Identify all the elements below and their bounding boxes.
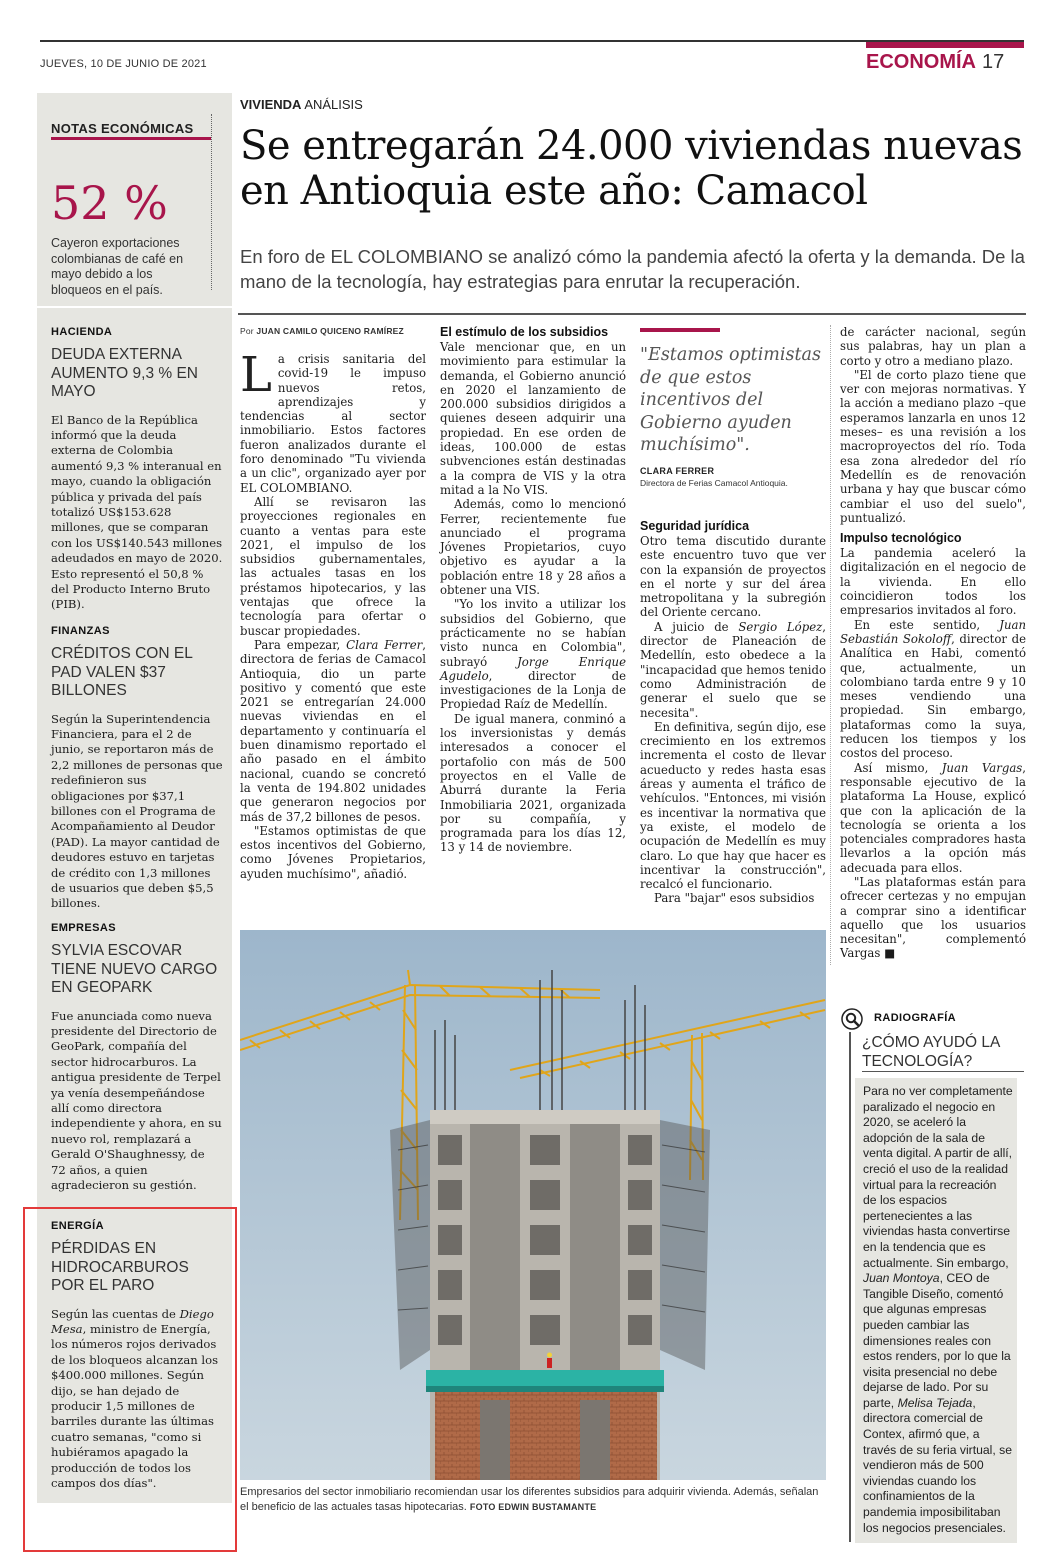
radiografia-headline-rule xyxy=(862,1071,1024,1072)
radiografia-body xyxy=(863,1084,1013,1536)
photo-credit: FOTO EDWIN BUSTAMANTE xyxy=(469,1501,597,1512)
note-headline: DEUDA EXTERNA AUMENTO 9,3 % EN MAYO xyxy=(51,346,199,400)
paragraph xyxy=(240,638,426,824)
note-kicker: FINANZAS xyxy=(51,625,110,637)
note-body: El Banco de la República informó que la deuda externa de Colombia aumentó 9,3 % interanual en mayo, cuando la obligación pública y privada del país totalizó US$153.628 millones, que se comparan con los US$140.543 millones adeudados en mayo de 2020. Esto representó el 50,8 % del Producto Interno Bruto (PIB). xyxy=(51,412,223,612)
person-name: Clara Ferrer xyxy=(346,637,423,652)
paragraph-text: Así mismo, xyxy=(854,760,942,775)
note-kicker: ENERGÍA xyxy=(51,1220,104,1232)
note-empresas xyxy=(51,922,223,1193)
paragraph-text: , director de Planeación de Medellín, esto obedece a la "incapacidad que hemos tenido como Administración de generar el suelo que se necesita". xyxy=(640,619,826,720)
pull-quote-text: "Estamos optimistas de que estos incentivos del Gobierno ayuden muchísimo". xyxy=(640,345,821,455)
paragraph: Otro tema discutido durante este encuentro tuvo que ver con la expansión de proyectos en el norte y sur del área metropolitana y la subregión del Oriente cercano. xyxy=(640,534,826,620)
pull-quote-name: CLARA FERRER xyxy=(640,466,715,476)
section-header xyxy=(866,51,1004,74)
paragraph-text: , responsable ejecutivo de la plataforma La House, explicó que con la aplicación de la tecnología se orienta a los potenciales compradores hasta llevarlos a la opción más adecuada para ellos. xyxy=(840,760,1026,875)
byline xyxy=(240,326,404,336)
note-finanzas xyxy=(51,625,223,912)
radiografia-text: , directora comercial de Contex, afirmó que, a través de su feria virtual, se vendieron más de 500 viviendas cuando los confinamientos de la pandemia imposibilitaban los negocios presenciales. xyxy=(863,1395,1013,1535)
pull-quote-bar xyxy=(640,328,720,332)
paragraph-text: Para empezar, xyxy=(254,637,347,652)
pull-quote-role: Directora de Ferias Camacol Antioquia. xyxy=(640,478,788,488)
article-rule xyxy=(238,313,1026,315)
paragraph: La pandemia aceleró la digitalización en el negocio de la vivienda. En ello coincidieron todos los empresarios invitados al foro. xyxy=(840,546,1026,618)
magnifier-icon xyxy=(841,1008,863,1030)
note-kicker: EMPRESAS xyxy=(51,922,116,934)
person-name: Juan Montoya xyxy=(863,1271,940,1286)
section-heading: Impulso tecnológico xyxy=(840,531,962,546)
section-accent-bar xyxy=(866,42,1024,48)
construction-site-illustration xyxy=(240,930,826,1480)
radiografia-text: , CEO de Tangible Diseño, comentó que algunas empresas pueden cambiar las dimensiones reales con estos renders, por lo que la visita presencial no debe dejarse de lado. Por su parte, xyxy=(863,1271,1011,1410)
radiografia-headline: ¿CÓMO AYUDÓ LA TECNOLOGÍA? xyxy=(862,1034,1000,1070)
person-name: Juan Sebastián Sokoloff xyxy=(840,617,1026,646)
paragraph: Allí se revisaron las proyecciones regionales en cuanto a ventas para este 2021, el impulso de los subsidios gubernamentales, las actuales tasas en los préstamos hipotecarios, y las ventajas que ofrece la tecnología para ofertar o buscar propiedades. xyxy=(240,494,426,638)
paragraph-text: "Yo los invito a utilizar los subsidios del Gobierno, que prácticamente no se habían visto nunca en Colombia", subrayó xyxy=(440,597,626,669)
paragraph-text: , director de investigaciones de la Lonja de Propiedad Raíz de Medellín. xyxy=(440,668,626,712)
paragraph: Además, como lo mencionó Ferrer, recientemente fue anunciado el programa Jóvenes Propietarios, cuyo objetivo es ayudar a la población entre 18 y 28 años a obtener una VIS. xyxy=(440,497,626,598)
paragraph: En definitiva, según dijo, ese crecimiento en los extremos incrementa el costo de llevar acueducto y redes hasta esas áreas y aumenta el tráfico de vehículos. "Entonces, mi visión es incentivar la normativa que ya existe, el modelo de ocupación de Medellín es muy claro. Lo que hay que hacer es incentivar la construcción", recalcó el funcionario. xyxy=(640,719,826,892)
sidebar-title: NOTAS ECONÓMICAS xyxy=(51,121,194,136)
stat-description: Cayeron exportaciones colombianas de café en mayo debido a los bloqueos en el país. xyxy=(51,236,184,297)
note-body-text: , ministro de Energía, los números rojos derivados de los bloqueos alcanzan los $400.000 millones. Según dijo, se han dejado de producir 1,5 millones de barriles durante las últimas cuatro semanas, "como si hubiéramos apagado la producción de todos los campos dos días". xyxy=(51,1321,219,1490)
note-headline: SYLVIA ESCOVAR TIENE NUEVO CARGO EN GEOPARK xyxy=(51,942,218,996)
sidebar-title-bar xyxy=(51,137,211,140)
drop-cap: L xyxy=(240,347,272,403)
paragraph-text: , director de Analítica en Habi, comentó que, actualmente, un colombiano tarda entre 9 y 10 meses vendiendo una propiedad. Sin embargo, plataformas como la suya, reducen los tiempos y los costos del proceso. xyxy=(840,631,1026,761)
article-headline: Se entregarán 24.000 viviendas nuevas en Antioquia este año: Camacol xyxy=(240,123,1023,214)
paragraph xyxy=(440,597,626,711)
kicker-type: ANÁLISIS xyxy=(304,97,363,112)
paragraph xyxy=(240,347,426,495)
byline-author: JUAN CAMILO QUICENO RAMÍREZ xyxy=(256,326,404,336)
radiografia-rule xyxy=(849,1032,851,1542)
page-number: 17 xyxy=(982,51,1005,73)
paragraph: "Estamos optimistas de que estos incentivos del Gobierno, como Jóvenes Propietarios, ayuden muchísimo", añadió. xyxy=(240,823,426,881)
column-dotted-rule xyxy=(830,325,831,965)
highlight-box xyxy=(23,1207,237,1552)
note-body: Según la Superintendencia Financiera, para el 2 de junio, se reportaron más de 2,2 millones de personas que redefinieron sus obligaciones por $37,1 billones con el Programa de Acompañamiento al Deudor (PAD). La mayor cantidad de deudores estuvo en tarjetas de crédito con 1,3 millones de usuarios que deben $5,5 billones. xyxy=(51,711,223,911)
sidebar-divider xyxy=(37,306,232,308)
photo-caption xyxy=(240,1485,830,1514)
article-column-4 xyxy=(840,325,1026,961)
paragraph xyxy=(840,761,1026,875)
note-headline: PÉRDIDAS EN HIDROCARBUROS POR EL PARO xyxy=(51,1240,189,1294)
person-name: Juan Vargas xyxy=(941,760,1023,775)
note-body-text: Según las cuentas de xyxy=(51,1306,180,1321)
section-heading: Seguridad jurídica xyxy=(640,519,750,533)
person-name: Melisa Tejada xyxy=(897,1395,973,1410)
paragraph: de carácter nacional, según sus palabras, hay un plan a corto y otro a mediano plazo. xyxy=(840,325,1026,368)
byline-prefix: Por xyxy=(240,326,254,336)
article-kicker xyxy=(240,97,363,112)
stat-value: 52 % xyxy=(51,176,168,230)
paragraph: De igual manera, conminó a los inversionistas y demás interesados a conocer el portafolio con más de 500 proyectos en el Valle de Aburrá durante la Feria Inmobiliaria 2021, organizada por su compañía, y programada para los días 12, 13 y 14 de noviembre. xyxy=(440,711,626,855)
paragraph xyxy=(840,618,1026,761)
issue-date: JUEVES, 10 DE JUNIO DE 2021 xyxy=(40,58,207,70)
paragraph: "El de corto plazo tiene que ver con mejoras normativas. Y la acción a mediano plazo –que esperamos lanzarla en unos 12 meses– es una revisión a los macroproyectos del río. Toda esa zona alrededor del río Medellín es de renovación urbana y hay que buscar cómo cambiar el uso del suelo", puntualizó. xyxy=(840,367,1026,525)
article-column-3 xyxy=(640,519,826,906)
caption-text: Empresarios del sector inmobiliario recomiendan usar los diferentes subsidios para adquirir vivienda. Además, señalan el beneficio de las actuales tasas hipotecarias. xyxy=(240,1486,819,1513)
note-body: Fue anunciada como nueva presidente del Directorio de GeoPark, compañía del sector hidrocarburos. La antigua presidente de Terpel ya venía desempeñándose allí como directora independiente y ahora, en su nuevo rol, remplazará a Gerald O'Shaughnessy, de 72 años, a quien agradecieron su gestión. xyxy=(51,1008,222,1192)
paragraph-text: a crisis sanitaria del covid-19 le impuso nuevos retos, aprendizajes y tendencias al sector inmobiliario. Estos factores fueron analizados durante el foro denominado "Tu vivienda a un clic", organizado ayer por EL COLOMBIANO. xyxy=(240,352,426,495)
note-body-person: Diego Mesa xyxy=(51,1306,214,1336)
note-headline: CRÉDITOS CON EL PAD VALEN $37 BILLONES xyxy=(51,645,193,699)
section-heading: El estímulo de los subsidios xyxy=(440,325,609,339)
person-name: Sergio López xyxy=(738,619,823,634)
paragraph xyxy=(640,620,826,720)
paragraph: Vale mencionar que, en un movimiento para estimular la demanda, el Gobierno anunció en 2020 el lanzamiento de 200.000 subsidios dirigidos a quienes deseen adquirir una propiedad. En ese orden de ideas, 100.000 de estas subvenciones están destinadas a la compra de VIS y la otra mitad a la No VIS. xyxy=(440,340,626,497)
kicker-topic: VIVIENDA xyxy=(240,97,302,112)
article-column-1 xyxy=(240,347,426,881)
paragraph: "Las plataformas están para ofrecer certezas y no empujan a comprar sino a identificar aquello que los usuarios necesitan", complementó Vargas ■ xyxy=(840,874,1026,961)
section-name: ECONOMÍA xyxy=(866,51,976,73)
note-hacienda xyxy=(51,326,223,613)
person-name: Jorge Enrique Agudelo xyxy=(440,654,626,683)
article-column-2 xyxy=(440,325,626,855)
paragraph-text: , directora de ferias de Camacol Antioquia, dio un parte positivo y comentó que este 2021 se entregarían 24.000 nuevas viviendas en el departamento y continuaría el buen dinamismo reportado el año pasado en el ámbito nacional, cuando se concretó la venta de 194.802 unidades que generaron negocios por más de 37,2 billones de pesos. xyxy=(240,637,426,824)
radiografia-text: Para no ver completamente paralizado el negocio en 2020, se aceleró la adopción de la sala de venta digital. A partir de allí, creció el uso de la realidad virtual para la recreación de los espacios pertenecientes a las viviendas hasta convertirse en la tendencia que es actualmente. Sin embargo, xyxy=(863,1084,1013,1270)
construction-photo xyxy=(240,930,826,1480)
article-subhead: En foro de EL COLOMBIANO se analizó cómo la pandemia afectó la oferta y la demanda. De la mano de la tecnología, hay estrategias para enrutar la recuperación. xyxy=(240,246,1025,292)
paragraph-text: En este sentido, xyxy=(854,617,1000,632)
note-kicker: HACIENDA xyxy=(51,326,113,338)
radiografia-kicker: RADIOGRAFÍA xyxy=(874,1012,957,1024)
sidebar-dotted-rule xyxy=(211,114,212,290)
paragraph-text: A juicio de xyxy=(654,619,739,634)
paragraph: Para "bajar" esos subsidios xyxy=(654,891,815,906)
